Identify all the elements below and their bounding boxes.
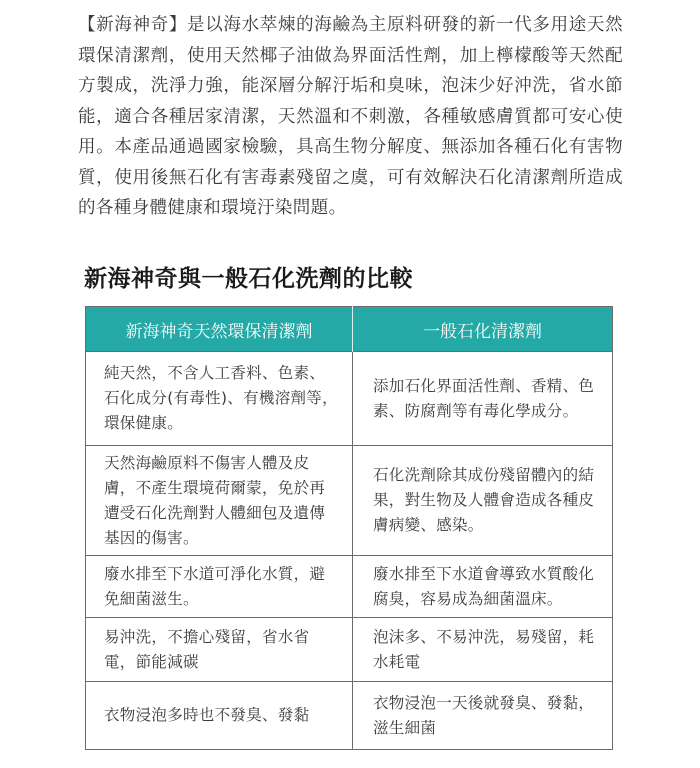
table-header-row (86, 307, 613, 352)
table-row (86, 618, 613, 682)
cell-seamiracle: 易沖洗，不擔心殘留，省水省電，節能減碳 (86, 618, 353, 682)
cell-seamiracle: 廢水排至下水道可淨化水質，避免細菌滋生。 (86, 556, 353, 618)
cell-petrochemical: 石化洗劑除其成份殘留體內的結果，對生物及人體會造成各種皮膚病變、感染。 (353, 446, 613, 556)
table-row (86, 352, 613, 446)
intro-paragraph: 【新海神奇】是以海水萃煉的海鹼為主原料研發的新一代多用途天然環保清潔劑，使用天然椰子油做為界面活性劑，加上檸檬酸等天然配方製成，洗淨力強，能深層分解汙垢和臭味，泡沫少好沖洗，省水節能，適合各種居家清潔，天然溫和不刺激，各種敏感膚質都可安心使用。本產品通過國家檢驗，具高生物分解度、無添加各種石化有害物質，使用後無石化有害毒素殘留之虞，可有效解決石化清潔劑所造成的各種身體健康和環境汙染問題。 (78, 15, 623, 218)
cell-petrochemical: 添加石化界面活性劑、香精、色素、防腐劑等有毒化學成分。 (353, 352, 613, 446)
cell-seamiracle: 天然海鹼原料不傷害人體及皮膚，不產生環境荷爾蒙，免於再遭受石化洗劑對人體細包及遺傳基因的傷害。 (86, 446, 353, 556)
cell-seamiracle: 衣物浸泡多時也不發臭、發黏 (86, 682, 353, 750)
header-petrochemical: 一般石化清潔劑 (353, 307, 613, 352)
comparison-table (85, 306, 613, 750)
comparison-heading: 新海神奇與一般石化洗劑的比較 (84, 266, 413, 292)
cell-petrochemical: 廢水排至下水道會導致水質酸化腐臭，容易成為細菌溫床。 (353, 556, 613, 618)
cell-seamiracle: 純天然，不含人工香料、色素、石化成分(有毒性)、有機溶劑等，環保健康。 (86, 352, 353, 446)
cell-petrochemical: 泡沫多、不易沖洗，易殘留，耗水耗電 (353, 618, 613, 682)
table-row (86, 556, 613, 618)
header-seamiracle: 新海神奇天然環保清潔劑 (86, 307, 353, 352)
cell-petrochemical: 衣物浸泡一天後就發臭、發黏，滋生細菌 (353, 682, 613, 750)
table-row (86, 682, 613, 750)
table-row (86, 446, 613, 556)
